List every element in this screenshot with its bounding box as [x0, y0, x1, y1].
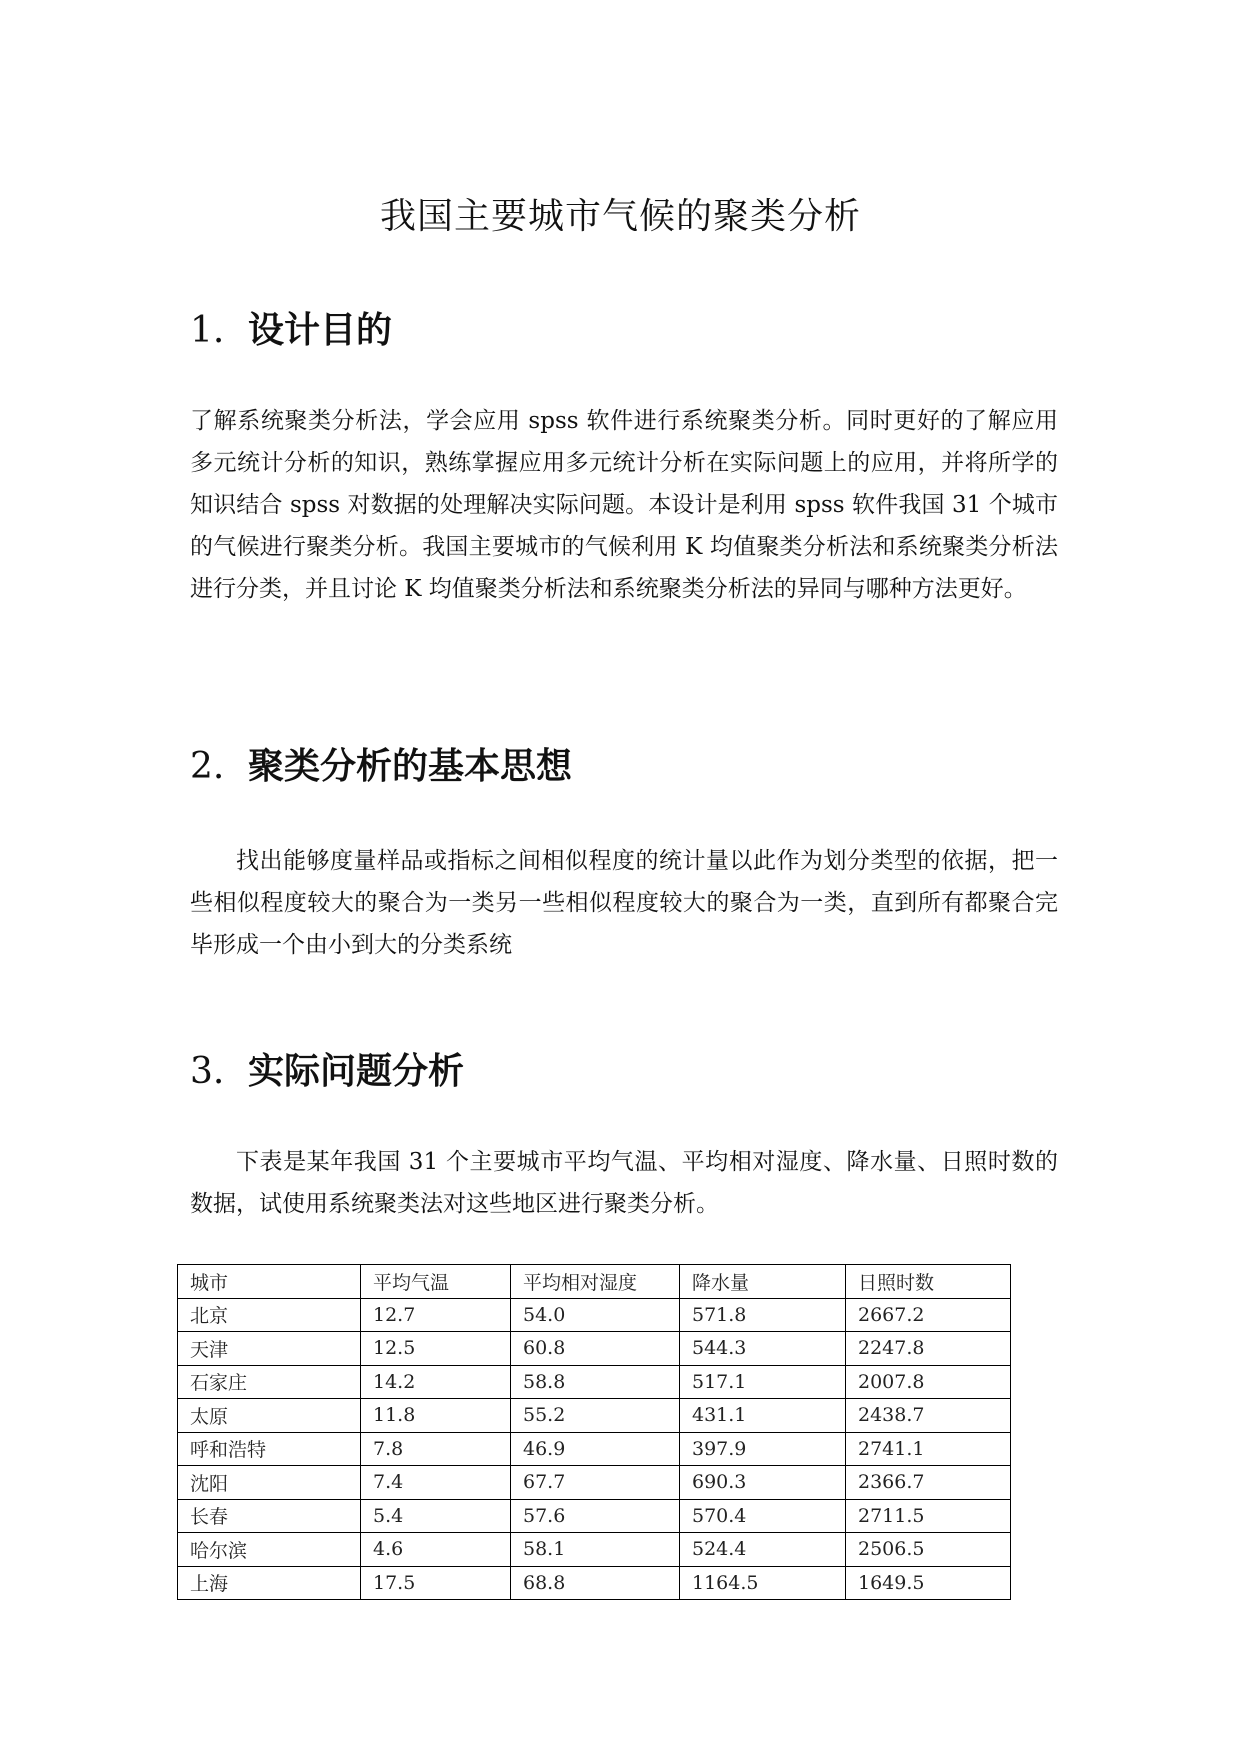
section-1-body: 了解系统聚类分析法，学会应用 spss 软件进行系统聚类分析。同时更好的了解应用多元统计分析的知识，熟练掌握应用多元统计分析在实际问题上的应用，并将所学的知识结合 spss 对数据的处理解决实际问题。本设计是利用 spss 软件我国 31 个城市的气候进行聚类分析。我国主要城市的气候利用 K 均值聚类分析法和系统聚类分析法进行分类，并且讨论 K 均值聚类分析法和系统聚类分析法的异同与哪种方法更好。	[190, 408, 1058, 602]
table-cell: 7.4	[361, 1466, 511, 1500]
table-header-cell: 平均相对湿度	[511, 1265, 680, 1299]
table-cell: 2506.5	[846, 1533, 1011, 1567]
table-cell: 2667.2	[846, 1298, 1011, 1332]
table-cell: 2438.7	[846, 1399, 1011, 1433]
table-cell: 石家庄	[178, 1365, 361, 1399]
table-cell: 55.2	[511, 1399, 680, 1433]
section-2-number: 2.	[190, 746, 225, 787]
table-header-cell: 降水量	[680, 1265, 846, 1299]
table-cell: 2741.1	[846, 1432, 1011, 1466]
table-cell: 68.8	[511, 1566, 680, 1600]
section-2-body: 找出能够度量样品或指标之间相似程度的统计量以此作为划分类型的依据，把一些相似程度较大的聚合为一类另一些相似程度较大的聚合为一类，直到所有都聚合完毕形成一个由小到大的分类系统	[190, 848, 1058, 958]
table-cell: 沈阳	[178, 1466, 361, 1500]
table-cell: 7.8	[361, 1432, 511, 1466]
section-1-number: 1.	[190, 310, 225, 351]
table-cell: 天津	[178, 1332, 361, 1366]
table-cell: 46.9	[511, 1432, 680, 1466]
table-row	[178, 1432, 1011, 1466]
page-title: 我国主要城市气候的聚类分析	[379, 196, 861, 237]
table-cell: 1164.5	[680, 1566, 846, 1600]
table-row	[178, 1499, 1011, 1533]
table-cell: 524.4	[680, 1533, 846, 1567]
table-cell: 北京	[178, 1298, 361, 1332]
table-cell: 1649.5	[846, 1566, 1011, 1600]
table-cell: 58.8	[511, 1365, 680, 1399]
table-header-cell: 平均气温	[361, 1265, 511, 1299]
table-cell: 12.5	[361, 1332, 511, 1366]
table-cell: 长春	[178, 1499, 361, 1533]
table-cell: 5.4	[361, 1499, 511, 1533]
table-row	[178, 1466, 1011, 1500]
table-row	[178, 1298, 1011, 1332]
section-2-title: 聚类分析的基本思想	[248, 745, 573, 787]
table-row	[178, 1399, 1011, 1433]
table-cell: 67.7	[511, 1466, 680, 1500]
table-cell: 2247.8	[846, 1332, 1011, 1366]
table-cell: 4.6	[361, 1533, 511, 1567]
table-cell: 397.9	[680, 1432, 846, 1466]
table-row	[178, 1533, 1011, 1567]
table-row	[178, 1566, 1011, 1600]
table-cell: 呼和浩特	[178, 1432, 361, 1466]
table-cell: 哈尔滨	[178, 1533, 361, 1567]
table-cell: 上海	[178, 1566, 361, 1600]
table-cell: 517.1	[680, 1365, 846, 1399]
table-row	[178, 1332, 1011, 1366]
table-cell: 14.2	[361, 1365, 511, 1399]
table-cell: 571.8	[680, 1298, 846, 1332]
section-3-heading	[190, 1043, 464, 1094]
section-1-heading	[190, 302, 392, 353]
section-1-title: 设计目的	[248, 309, 393, 351]
table-cell: 17.5	[361, 1566, 511, 1600]
table-cell: 太原	[178, 1399, 361, 1433]
section-3-title: 实际问题分析	[248, 1050, 465, 1092]
table-cell: 57.6	[511, 1499, 680, 1533]
table-cell: 54.0	[511, 1298, 680, 1332]
table-cell: 2007.8	[846, 1365, 1011, 1399]
table-cell: 2366.7	[846, 1466, 1011, 1500]
table-cell: 11.8	[361, 1399, 511, 1433]
table-cell: 58.1	[511, 1533, 680, 1567]
table-cell: 544.3	[680, 1332, 846, 1366]
section-3-number: 3.	[190, 1051, 225, 1092]
section-2-heading	[190, 738, 572, 789]
table-cell: 12.7	[361, 1298, 511, 1332]
table-header-cell: 城市	[178, 1265, 361, 1299]
table-header-cell: 日照时数	[846, 1265, 1011, 1299]
table-cell: 2711.5	[846, 1499, 1011, 1533]
climate-data-table	[177, 1264, 1011, 1600]
table-cell: 570.4	[680, 1499, 846, 1533]
section-3-body: 下表是某年我国 31 个主要城市平均气温、平均相对湿度、降水量、日照时数的数据，试使用系统聚类法对这些地区进行聚类分析。	[190, 1149, 1058, 1217]
table-cell: 431.1	[680, 1399, 846, 1433]
table-header-row	[178, 1265, 1011, 1299]
table-cell: 60.8	[511, 1332, 680, 1366]
table-cell: 690.3	[680, 1466, 846, 1500]
table-row	[178, 1365, 1011, 1399]
